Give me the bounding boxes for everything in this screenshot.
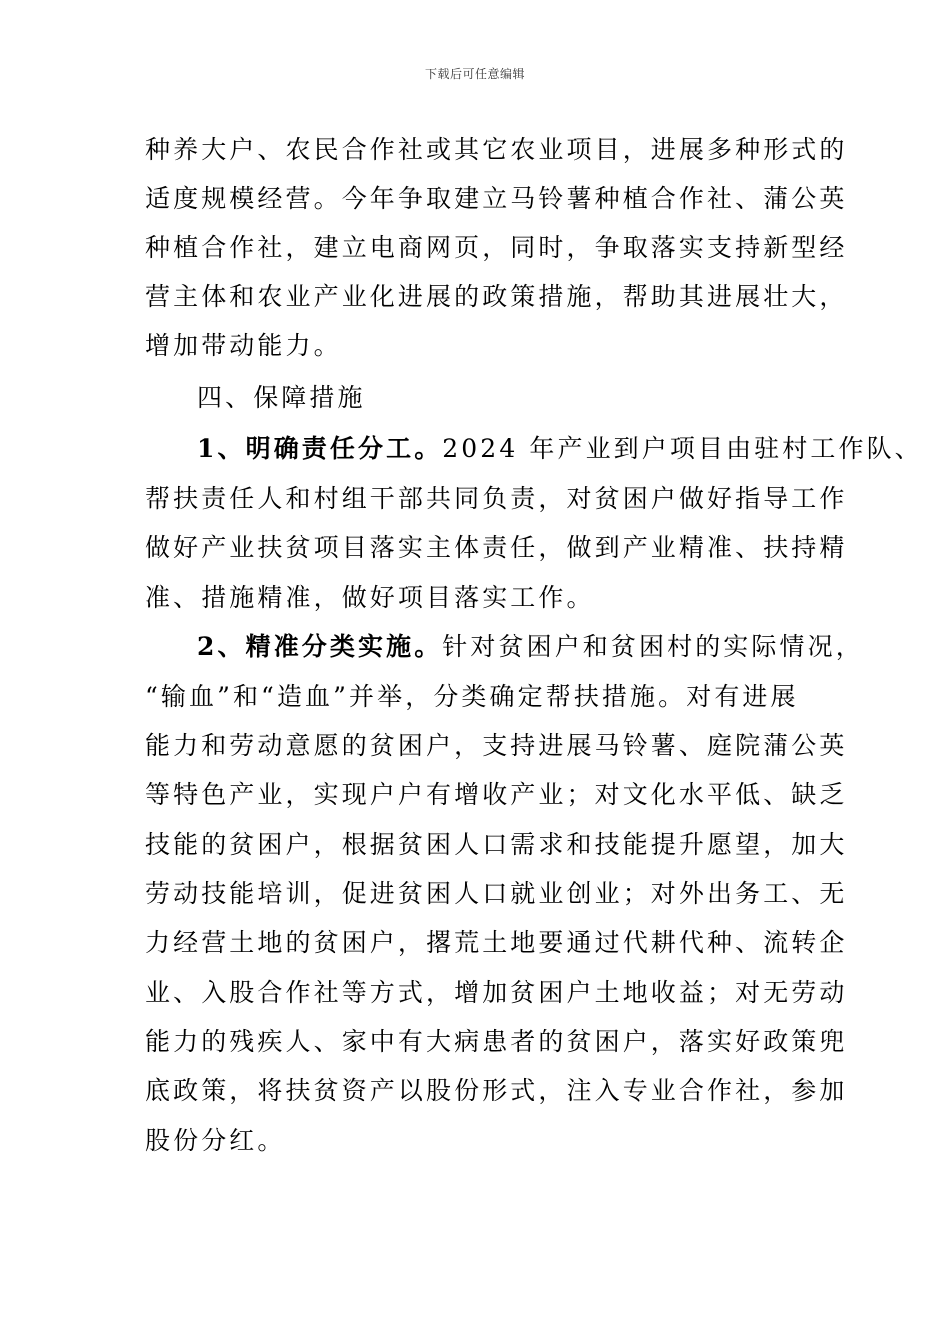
text-line: 做好产业扶贫项目落实主体责任，做到产业精准、扶持精 bbox=[145, 533, 848, 562]
text-line: 能力的残疾人、家中有大病患者的贫困户，落实好政策兜 bbox=[145, 1027, 848, 1056]
text-line: 业、入股合作社等方式，增加贫困户土地收益；对无劳动 bbox=[145, 978, 848, 1007]
text-line: 底政策，将扶贫资产以股份形式，注入专业合作社，参加 bbox=[145, 1076, 848, 1105]
text-line: 劳动技能培训，促进贫困人口就业创业；对外出务工、无 bbox=[145, 879, 848, 908]
text-line: 帮扶责任人和村组干部共同负责，对贫困户做好指导工作 bbox=[145, 484, 848, 513]
text-line: 适度规模经营。今年争取建立马铃薯种植合作社、蒲公英 bbox=[145, 184, 848, 213]
item-1-first-line bbox=[197, 429, 923, 469]
page-header: 下载后可任意编辑 bbox=[424, 67, 525, 81]
text-line: 营主体和农业产业化进展的政策措施，帮助其进展壮大， bbox=[145, 282, 848, 311]
section-heading: 四、保障措施 bbox=[197, 383, 366, 412]
item-2-first-line bbox=[197, 627, 864, 667]
text-line: 种养大户、农民合作社或其它农业项目，进展多种形式的 bbox=[145, 135, 848, 164]
text-line: 能力和劳动意愿的贫困户，支持进展马铃薯、庭院蒲公英 bbox=[145, 731, 848, 760]
text-line: 种植合作社，建立电商网页，同时，争取落实支持新型经 bbox=[145, 233, 848, 262]
item-2-title: 2、精准分类实施。 bbox=[197, 632, 443, 661]
item-2-first-line-text: 针对贫困户和贫困村的实际情况， bbox=[442, 632, 864, 661]
text-line: 力经营土地的贫困户，撂荒土地要通过代耕代种、流转企 bbox=[145, 928, 848, 957]
text-line: 等特色产业，实现户户有增收产业；对文化水平低、缺乏 bbox=[145, 780, 848, 809]
text-line: 增加带动能力。 bbox=[145, 331, 342, 360]
text-line: 准、措施精准，做好项目落实工作。 bbox=[145, 583, 595, 612]
text-line: “输血”和“造血”并举，分类确定帮扶措施。对有进展 bbox=[145, 682, 799, 711]
item-1-first-line-text: 2024 年产业到户项目由驻村工作队、 bbox=[442, 434, 923, 463]
text-line: 技能的贫困户，根据贫困人口需求和技能提升愿望，加大 bbox=[145, 830, 848, 859]
item-1-title: 1、明确责任分工。 bbox=[197, 434, 443, 463]
text-line: 股份分红。 bbox=[145, 1126, 286, 1155]
